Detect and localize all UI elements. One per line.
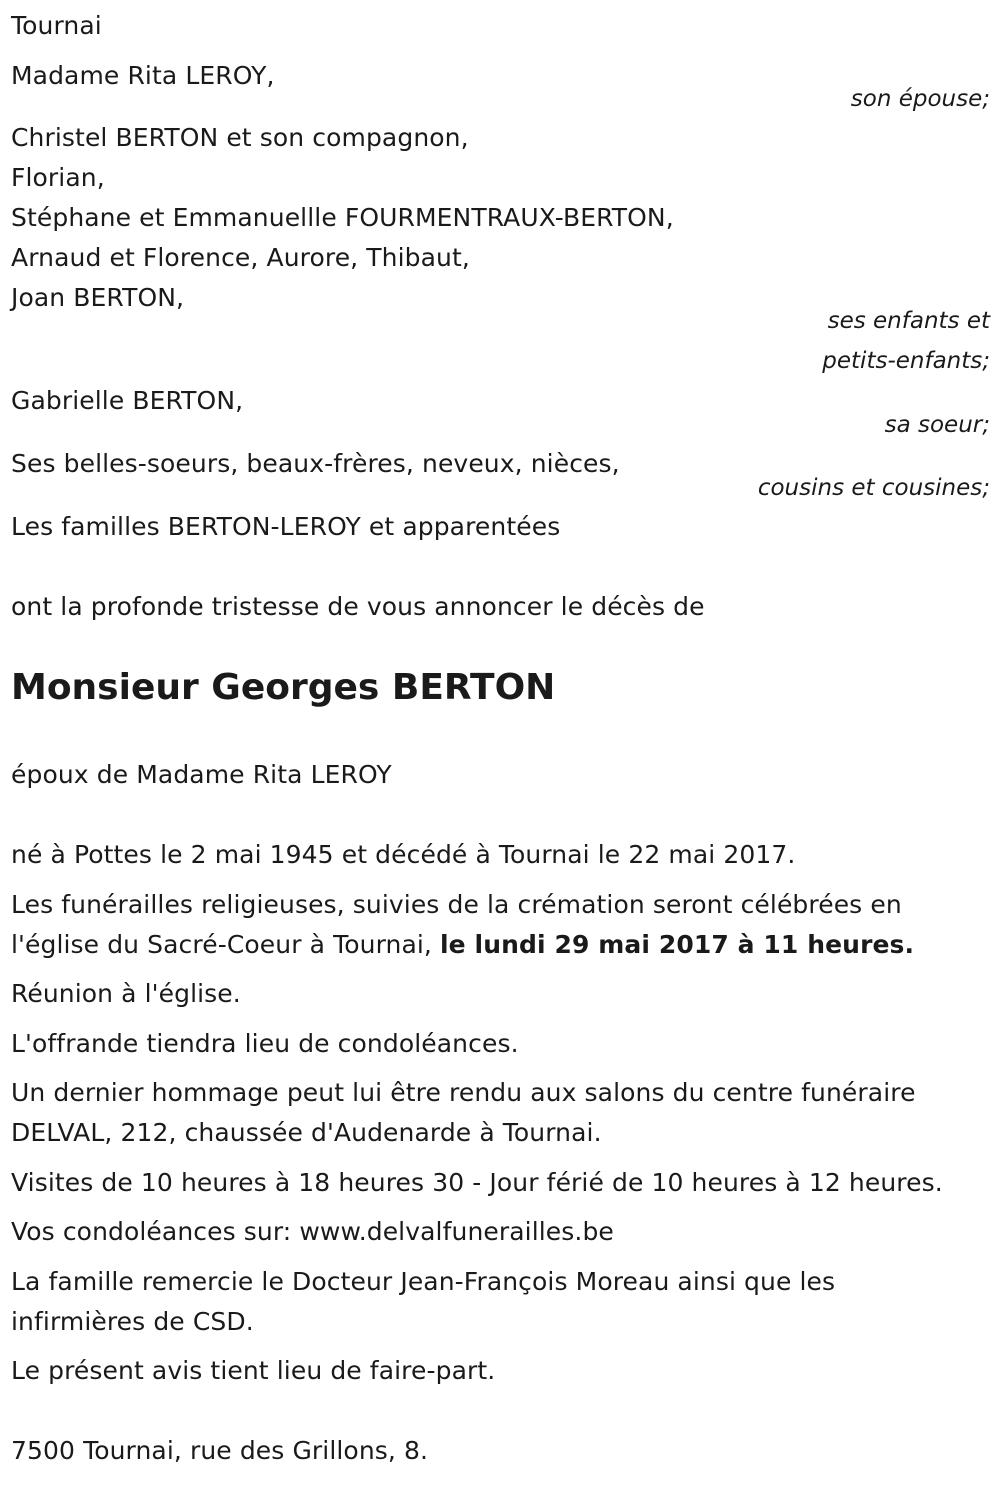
relatives-role: cousins et cousines; <box>757 475 990 501</box>
funeral-date-time: le lundi 29 mai 2017 à 11 heures. <box>440 930 915 959</box>
spouse-role: son épouse; <box>850 86 990 112</box>
announcement-text: ont la profonde tristesse de vous annoncer le décès de <box>11 592 705 621</box>
children-role-line-1: ses enfants et <box>827 308 990 334</box>
funeral-location: l'église du Sacré-Coeur à Tournai, <box>11 930 441 959</box>
spouse-name: Madame Rita LEROY, <box>11 61 275 90</box>
child-line-3: Stéphane et Emmanuellle FOURMENTRAUX-BERTON, <box>11 203 674 232</box>
child-line-4: Arnaud et Florence, Aurore, Thibaut, <box>11 243 470 272</box>
tribute-line-2: DELVAL, 212, chaussée d'Audenarde à Tournai. <box>11 1118 602 1147</box>
sister-name: Gabrielle BERTON, <box>11 386 244 415</box>
notice-line: Le présent avis tient lieu de faire-part. <box>11 1356 496 1385</box>
address-line: 7500 Tournai, rue des Grillons, 8. <box>11 1436 429 1465</box>
city-heading: Tournai <box>11 11 102 40</box>
thanks-line-2: infirmières de CSD. <box>11 1307 254 1336</box>
relatives-line: Ses belles-soeurs, beaux-frères, neveux, nièces, <box>11 449 620 478</box>
child-line-5: Joan BERTON, <box>11 283 185 312</box>
funeral-line-2 <box>11 925 914 965</box>
deceased-name: Monsieur Georges BERTON <box>11 667 556 708</box>
visits-line: Visites de 10 heures à 18 heures 30 - Jour férié de 10 heures à 12 heures. <box>11 1168 943 1197</box>
birth-death-line: né à Pottes le 2 mai 1945 et décédé à Tournai le 22 mai 2017. <box>11 840 796 869</box>
child-line-2: Florian, <box>11 163 105 192</box>
tribute-line-1: Un dernier hommage peut lui être rendu aux salons du centre funéraire <box>11 1078 916 1107</box>
thanks-line-1: La famille remercie le Docteur Jean-François Moreau ainsi que les <box>11 1267 836 1296</box>
offering-line: L'offrande tiendra lieu de condoléances. <box>11 1029 519 1058</box>
families-line: Les familles BERTON-LEROY et apparentées <box>11 512 561 541</box>
meeting-line: Réunion à l'église. <box>11 979 241 1008</box>
funeral-line-1: Les funérailles religieuses, suivies de la crémation seront célébrées en <box>11 890 902 919</box>
condolences-line: Vos condoléances sur: www.delvalfunerailles.be <box>11 1217 614 1246</box>
child-line-1: Christel BERTON et son compagnon, <box>11 123 469 152</box>
sister-role: sa soeur; <box>884 412 990 438</box>
spouse-of-line: époux de Madame Rita LEROY <box>11 760 392 789</box>
children-role-line-2: petits-enfants; <box>822 348 990 374</box>
